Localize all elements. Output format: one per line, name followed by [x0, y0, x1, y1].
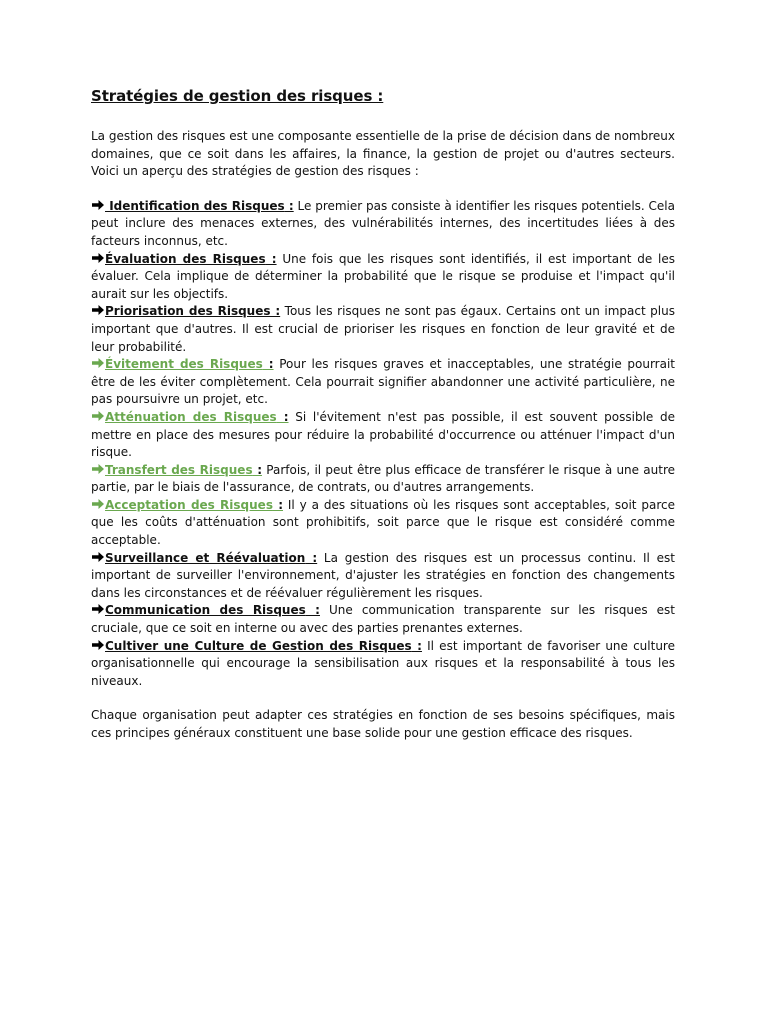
strategy-label: Surveillance et Réévaluation :: [105, 550, 318, 565]
strategy-text: Pour les risques graves et inacceptables, une stratégie pourrait être de les éviter complètement. Cela pourrait signifier abandonner une activité particulière, ne pas poursuivre un projet, etc.: [91, 357, 675, 407]
strategy-text: Une fois que les risques sont identifiés, il est important de les évaluer. Cela implique de déterminer la probabilité que le risque se produise et l'impact qu'il aurait sur les objectifs.: [91, 251, 675, 301]
strategy-label: Transfert des Risques :: [105, 462, 263, 477]
strategy-label: Évitement des Risques :: [105, 357, 274, 372]
arrow-right-icon: [91, 603, 105, 615]
strategy-text: Parfois, il peut être plus efficace de transférer le risque à une autre partie, par le biais de l'assurance, de contrats, ou d'autres arrangements.: [91, 462, 675, 495]
strategy-text: Si l'évitement n'est pas possible, il est souvent possible de mettre en place des mesures pour réduire la probabilité d'occurrence ou atténuer l'impact d'un risque.: [91, 409, 675, 460]
strategy-item-acceptation: [91, 497, 675, 550]
arrow-right-icon: [91, 357, 105, 369]
strategy-label: Priorisation des Risques :: [105, 304, 281, 319]
strategy-label: Cultiver une Culture de Gestion des Risques :: [105, 638, 422, 653]
strategy-list: [91, 198, 675, 691]
arrow-right-icon: [91, 463, 105, 475]
arrow-right-icon: [91, 551, 105, 563]
strategy-item-priorisation: [91, 303, 675, 356]
strategy-label: Acceptation des Risques :: [105, 497, 284, 512]
strategy-text: Le premier pas consiste à identifier les risques potentiels. Cela peut inclure des menaces externes, des vulnérabilités internes, des incertitudes liées à des facteurs inconnus, etc.: [91, 198, 675, 248]
document-page: [91, 84, 675, 755]
document-title: Stratégies de gestion des risques :: [91, 87, 384, 105]
arrow-right-icon: [91, 199, 105, 211]
arrow-right-icon: [91, 498, 105, 510]
strategy-item-evitement: [91, 356, 675, 409]
strategy-item-surveillance: [91, 550, 675, 603]
closing-paragraph: Chaque organisation peut adapter ces stratégies en fonction de ses besoins spécifiques, mais ces principes généraux constituent une base solide pour une gestion efficace des risques.: [91, 708, 675, 740]
arrow-right-icon: [91, 410, 105, 422]
strategy-text: Tous les risques ne sont pas égaux. Certains ont un impact plus important que d'autres. Il est crucial de prioriser les risques en fonction de leur gravité et de leur probabilité.: [91, 304, 675, 354]
strategy-item-transfert: [91, 462, 675, 497]
strategy-label: Identification des Risques :: [105, 198, 294, 213]
strategy-text: Il est important de favoriser une culture organisationnelle qui encourage la sensibilisation aux risques et la responsabilité à tous les niveaux.: [91, 638, 675, 688]
strategy-item-culture: [91, 638, 675, 691]
strategy-text: Une communication transparente sur les risques est cruciale, que ce soit en interne ou avec des parties prenantes externes.: [91, 603, 675, 636]
strategy-label: Évaluation des Risques :: [105, 251, 277, 266]
intro-paragraph: La gestion des risques est une composante essentielle de la prise de décision dans de nombreux domaines, que ce soit dans les affaires, la finance, la gestion de projet ou d'autres secteurs. Voici un aperçu des stratégies de gestion des risques :: [91, 129, 675, 179]
strategy-text: La gestion des risques est un processus continu. Il est important de surveiller l'environnement, d'ajuster les stratégies en fonction des changements dans les circonstances et de réévaluer régulièrement les risques.: [91, 550, 675, 600]
strategy-item-identification: [91, 198, 675, 251]
arrow-right-icon: [91, 639, 105, 651]
strategy-item-communication: [91, 602, 675, 637]
arrow-right-icon: [91, 252, 105, 264]
arrow-right-icon: [91, 304, 105, 316]
strategy-item-evaluation: [91, 251, 675, 304]
strategy-text: Il y a des situations où les risques sont acceptables, soit parce que les coûts d'atténuation sont prohibitifs, soit parce que le risque est considéré comme acceptable.: [91, 497, 675, 548]
strategy-label: Atténuation des Risques :: [105, 409, 289, 424]
strategy-item-attenuation: [91, 409, 675, 462]
strategy-label: Communication des Risques :: [105, 603, 320, 618]
